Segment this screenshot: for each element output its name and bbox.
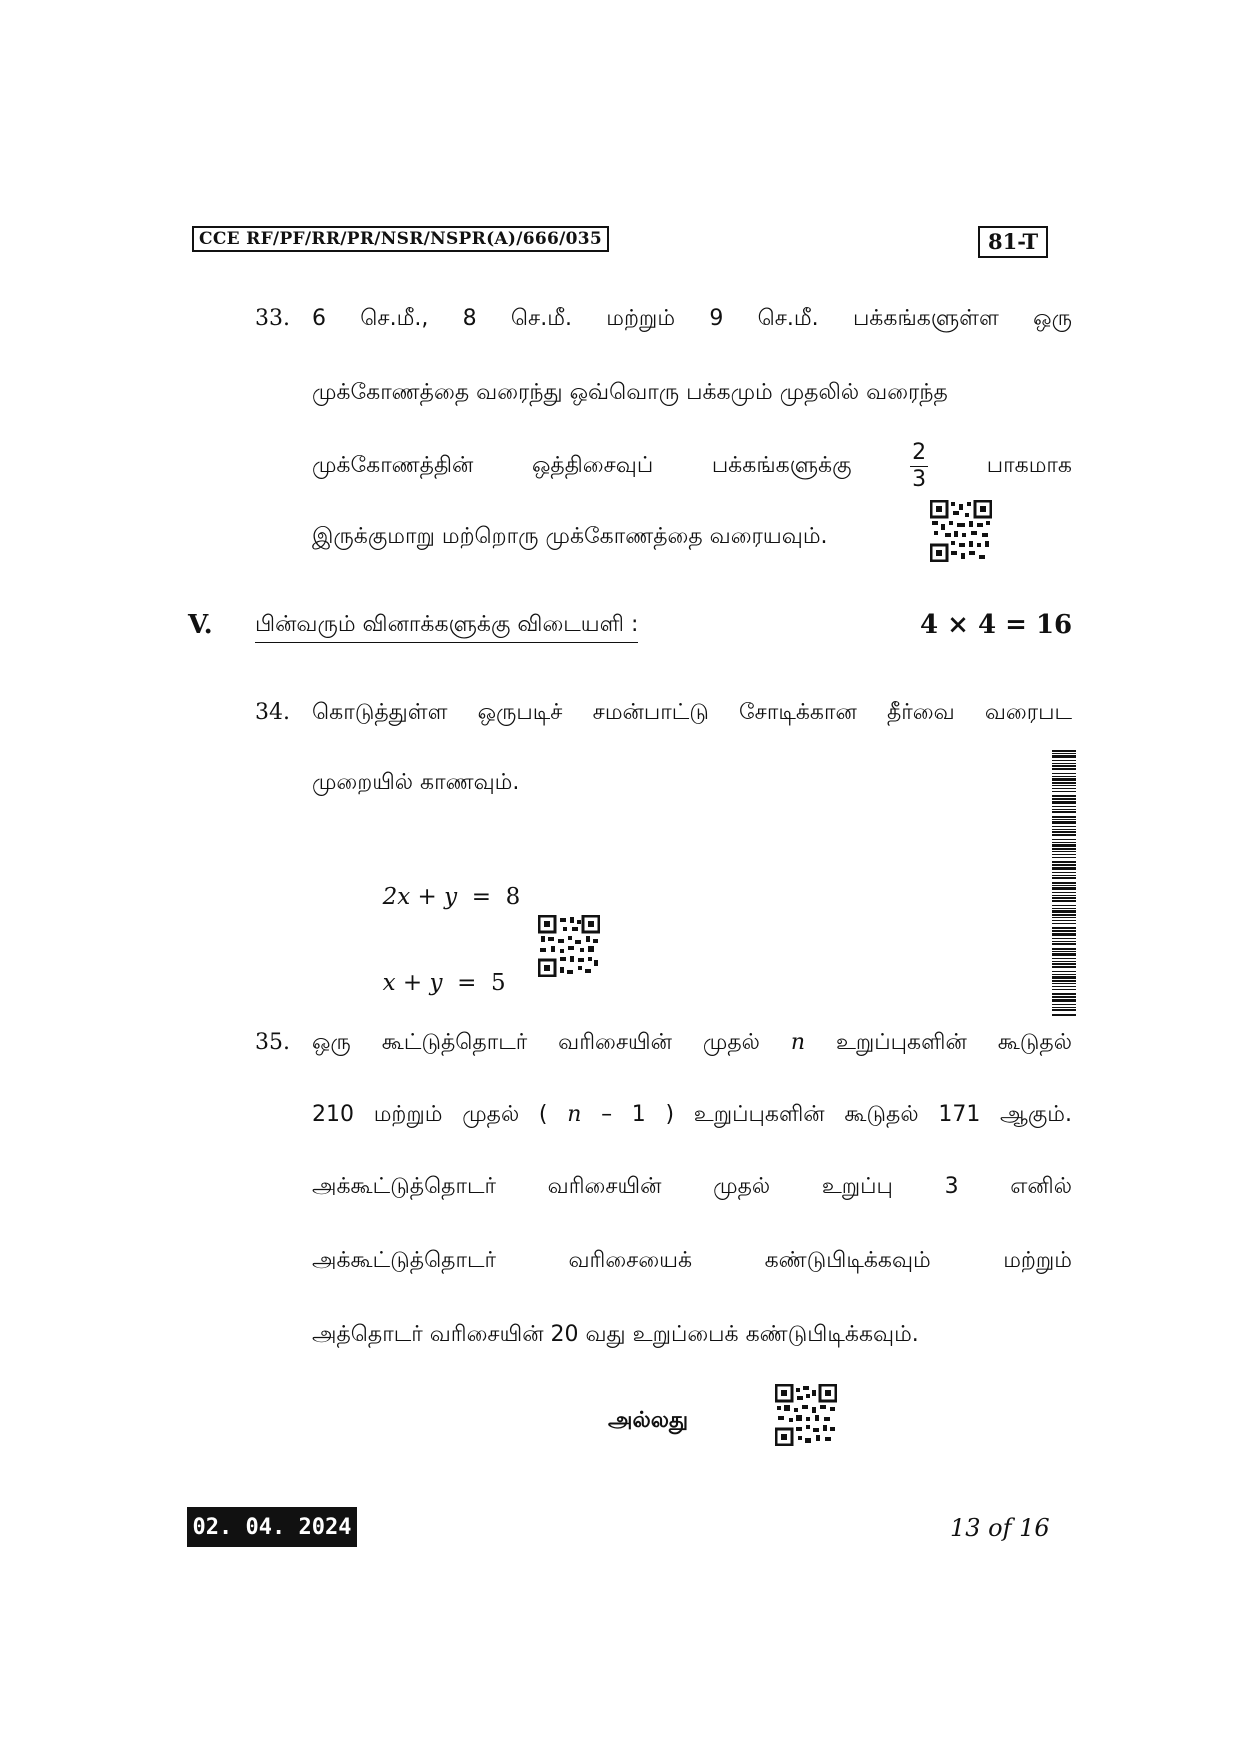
question-34-number: 34. xyxy=(255,700,290,725)
section-roman-numeral: V. xyxy=(188,610,213,640)
section-marks: 4 × 4 = 16 xyxy=(920,610,1073,640)
or-separator: அல்லது xyxy=(608,1408,689,1433)
qr-code-icon xyxy=(538,915,600,977)
question-35-line-5: அத்தொடர் வரிசையின் 20 வது உறுப்பைக் கண்டுபிடிக்கவும். xyxy=(312,1322,919,1347)
page-number: 13 of 16 xyxy=(950,1514,1050,1542)
question-33-number: 33. xyxy=(255,306,290,331)
question-35-line-1: ஒரு கூட்டுத்தொடர் வரிசையின் முதல் n உறுப்புகளின் கூடுதல் xyxy=(312,1030,1072,1055)
exam-date-badge: 02. 04. 2024 xyxy=(187,1507,357,1547)
qr-code-icon xyxy=(775,1384,837,1446)
question-35-line-2: 210 மற்றும் முதல் ( n – 1 ) உறுப்புகளின் கூடுதல் 171 ஆகும். xyxy=(312,1102,1072,1127)
question-33-line-4: இருக்குமாறு மற்றொரு முக்கோணத்தை வரையவும். xyxy=(312,524,828,549)
question-paper-code: CCE RF/PF/RR/PR/NSR/NSPR(A)/666/035 xyxy=(192,226,609,252)
question-35-number: 35. xyxy=(255,1030,290,1055)
question-35-line-3: அக்கூட்டுத்தொடர் வரிசையின் முதல் உறுப்பு 3 எனில் xyxy=(312,1174,1072,1199)
question-33-line-1: 6 செ.மீ., 8 செ.மீ. மற்றும் 9 செ.மீ. பக்கங்களுள்ள ஒரு xyxy=(312,306,1072,331)
question-33-line-2: முக்கோணத்தை வரைந்து ஒவ்வொரு பக்கமும் முதலில் வரைந்த xyxy=(312,380,948,405)
question-34-line-1: கொடுத்துள்ள ஒருபடிச் சமன்பாட்டு சோடிக்கான தீர்வை வரைபட xyxy=(312,700,1072,725)
question-33-line-3: முக்கோணத்தின் ஒத்திசைவுப் பக்கங்களுக்கு $\frac{2}{3}$ பாகமாக xyxy=(312,440,1072,492)
question-35-line-4: அக்கூட்டுத்தொடர் வரிசையைக் கண்டுபிடிக்கவும் மற்றும் xyxy=(312,1248,1072,1273)
paper-number-box: 81-T xyxy=(978,226,1048,258)
section-title: பின்வரும் வினாக்களுக்கு விடையளி : xyxy=(255,612,638,643)
equation-2: x + y = 5 xyxy=(382,970,506,996)
qr-code-icon xyxy=(930,500,992,562)
barcode-icon xyxy=(1052,750,1076,1018)
equation-1: 2x + y = 8 xyxy=(382,884,521,910)
fraction-two-thirds: $\frac{2}{3}$ xyxy=(912,440,927,492)
question-34-line-2: முறையில் காணவும். xyxy=(312,770,520,795)
